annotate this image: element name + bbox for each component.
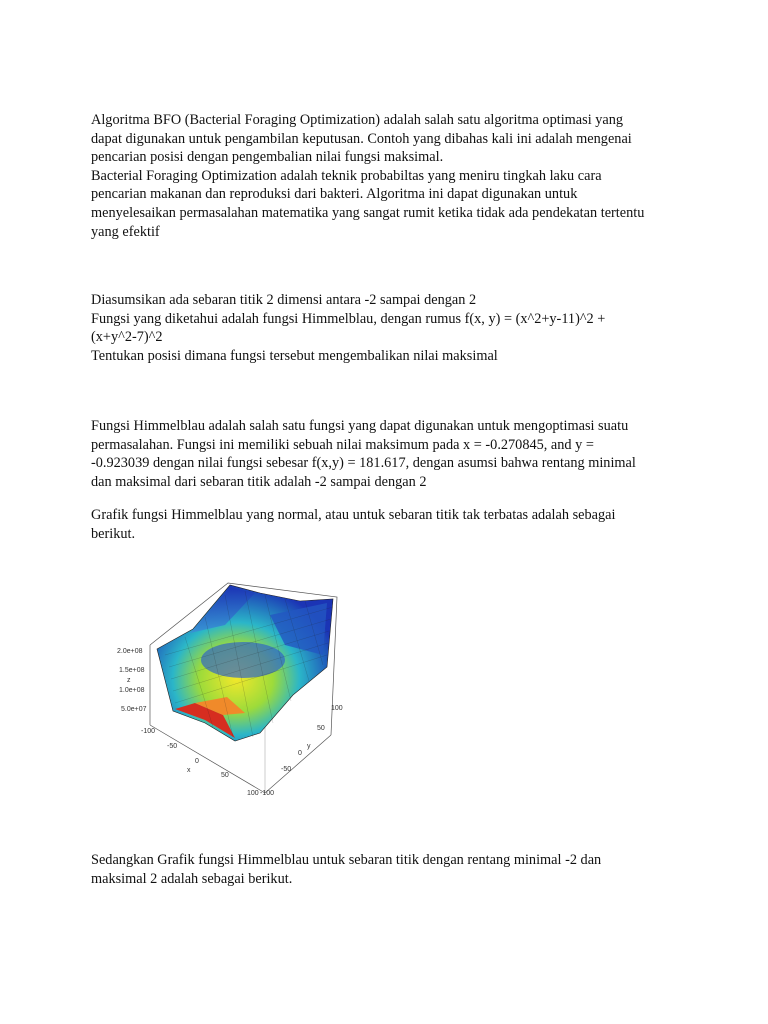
x-tick-label: 0 [195, 758, 199, 765]
text-line: (x+y^2-7)^2 [91, 329, 163, 346]
text-line: Fungsi Himmelblau adalah salah satu fungsi yang dapat digunakan untuk mengoptimasi suatu [91, 418, 629, 434]
z-axis [117, 648, 147, 713]
z-axis-label: z [127, 677, 131, 684]
y-tick-label: 100 [331, 705, 343, 712]
text-line: pencarian makanan dan reproduksi dari bakteri. Algoritma ini dapat digunakan untuk [91, 186, 578, 203]
x-tick-label: -50 [167, 743, 178, 750]
closing-paragraph [91, 851, 691, 888]
x-axis-label: x [187, 767, 191, 774]
y-tick-label: -100 [260, 790, 275, 797]
text-line: -0.923039 dengan nilai fungsi sebesar f(x,y) = 181.617, dengan asumsi bahwa rentang minimal [91, 455, 636, 472]
surface-plot-svg [95, 545, 385, 810]
y-tick-label: 50 [317, 725, 325, 732]
text-line: maksimal 2 adalah sebagai berikut. [91, 870, 293, 887]
text-line: Diasumsikan ada sebaran titik 2 dimensi antara -2 sampai dengan 2 [91, 292, 477, 308]
text-line: Algoritma BFO (Bacterial Foraging Optimization) adalah salah satu algoritma optimasi yang [91, 112, 624, 128]
text-line: berikut. [91, 525, 136, 542]
z-tick-label: 2.0e+08 [117, 648, 143, 655]
himmelblau-surface-plot [95, 545, 385, 810]
text-line: Bacterial Foraging Optimization adalah teknik probabiltas yang meniru tingkah laku cara [91, 167, 602, 184]
y-tick-label: -50 [281, 766, 292, 773]
x-tick-label: 50 [221, 772, 229, 779]
graph-intro-paragraph [91, 506, 691, 543]
z-tick-label: 1.5e+08 [119, 667, 145, 674]
text-line: permasalahan. Fungsi ini memiliki sebuah nilai maksimum pada x = -0.270845, and y = [91, 436, 594, 453]
text-line: dapat digunakan untuk pengambilan keputusan. Contoh yang dibahas kali ini adalah mengenai [91, 130, 632, 147]
text-line: Tentukan posisi dimana fungsi tersebut mengembalikan nilai maksimal [91, 347, 498, 364]
z-tick-label: 5.0e+07 [121, 706, 147, 713]
text-line: menyelesaikan permasalahan matematika yang sangat rumit ketika tidak ada pendekatan tertentu [91, 204, 645, 221]
text-line: yang efektif [91, 223, 160, 240]
text-line: Grafik fungsi Himmelblau yang normal, atau untuk sebaran titik tak terbatas adalah sebagai [91, 507, 616, 523]
intro-paragraph [91, 111, 691, 241]
text-line: pencarian posisi dengan pengembalian nilai fungsi maksimal. [91, 149, 444, 166]
y-tick-label: 0 [298, 750, 302, 757]
text-line: Sedangkan Grafik fungsi Himmelblau untuk sebaran titik dengan rentang minimal -2 dan [91, 852, 602, 868]
x-tick-label: -100 [141, 728, 156, 735]
surface-valley [201, 642, 285, 678]
z-tick-label: 1.0e+08 [119, 687, 145, 694]
text-line: Fungsi yang diketahui adalah fungsi Himmelblau, dengan rumus f(x, y) = (x^2+y-11)^2 + [91, 310, 606, 327]
text-line: dan maksimal dari sebaran titik adalah -2 sampai dengan 2 [91, 473, 427, 490]
x-tick-label: 100 [247, 790, 259, 797]
problem-paragraph [91, 291, 691, 365]
answer-paragraph [91, 417, 691, 491]
y-axis-label: y [307, 743, 311, 750]
